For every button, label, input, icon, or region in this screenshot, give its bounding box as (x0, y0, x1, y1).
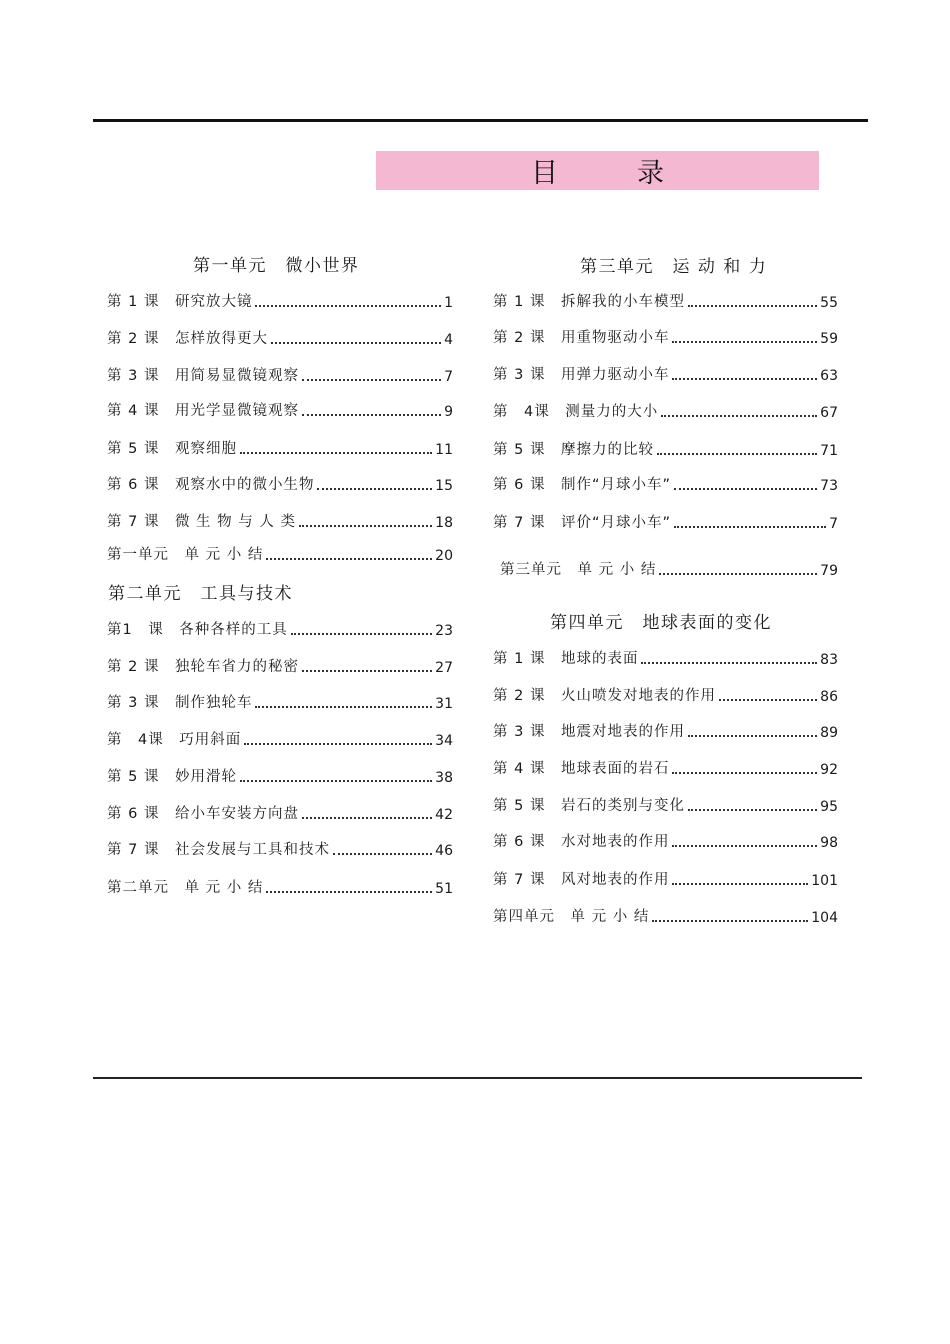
toc-entry-page: 101 (811, 873, 838, 889)
toc-entry-label: 第 2 课 火山喷发对地表的作用 (493, 688, 716, 704)
toc-entry-page: 1 (444, 295, 453, 311)
toc-entry-label: 第 5 课 摩擦力的比较 (493, 442, 654, 458)
toc-entry-page: 104 (811, 910, 838, 926)
toc-entry[interactable] (107, 438, 453, 458)
dot-leader (657, 453, 817, 455)
toc-entry-page: 46 (435, 843, 453, 859)
toc-entry-label: 第 7 课 风对地表的作用 (493, 872, 670, 888)
toc-entry-label: 第 4 课 地球表面的岩石 (493, 761, 670, 777)
dot-leader (317, 488, 432, 490)
toc-entry-label: 第 3 课 用弹力驱动小车 (493, 367, 670, 383)
toc-entry-label: 第 6 课 水对地表的作用 (493, 834, 670, 850)
toc-entry-label: 第 5 课 妙用滑轮 (107, 769, 237, 785)
top-rule (93, 119, 868, 122)
toc-entry-label: 第 4课 巧用斜面 (107, 732, 242, 748)
dot-leader (672, 341, 817, 343)
dot-leader (271, 342, 441, 344)
toc-entry-label: 第 2 课 独轮车省力的秘密 (107, 659, 299, 675)
toc-entry[interactable] (107, 291, 453, 311)
unit1-heading: 第一单元 微小世界 (193, 256, 360, 276)
dot-leader (672, 772, 817, 774)
toc-entry-label: 第 5 课 观察细胞 (107, 441, 237, 457)
toc-entry-label: 第 4 课 用光学显微镜观察 (107, 403, 299, 419)
toc-entry-page: 34 (435, 733, 453, 749)
dot-leader (244, 743, 432, 745)
dot-leader (652, 920, 808, 922)
unit3-heading: 第三单元 运 动 和 力 (580, 257, 768, 277)
toc-entry[interactable] (493, 795, 838, 815)
toc-entry-label: 第 4课 测量力的大小 (493, 404, 659, 420)
toc-entry[interactable] (493, 364, 838, 384)
toc-entry[interactable] (107, 474, 453, 494)
toc-entry-page: 51 (435, 881, 453, 897)
dot-leader (302, 670, 432, 672)
toc-entry-label: 第二单元 单 元 小 结 (107, 880, 264, 896)
toc-entry-label: 第 5 课 岩石的类别与变化 (493, 798, 685, 814)
toc-entry-page: 89 (820, 725, 838, 741)
toc-entry-page: 23 (435, 623, 453, 639)
toc-entry-page: 27 (435, 660, 453, 676)
toc-entry[interactable] (107, 511, 453, 531)
toc-entry[interactable] (107, 729, 453, 749)
toc-entry-page: 7 (444, 369, 453, 385)
toc-entry[interactable] (107, 766, 453, 786)
toc-entry[interactable] (493, 291, 838, 311)
dot-leader (266, 558, 432, 560)
toc-entry-label: 第1 课 各种各样的工具 (107, 622, 288, 638)
toc-entry-page: 7 (829, 516, 838, 532)
toc-entry-page: 71 (820, 443, 838, 459)
toc-entry[interactable] (493, 685, 838, 705)
toc-entry-page: 86 (820, 689, 838, 705)
toc-entry-page: 18 (435, 515, 453, 531)
toc-entry[interactable] (107, 544, 453, 564)
toc-entry-page: 4 (444, 332, 453, 348)
toc-entry[interactable] (493, 401, 838, 421)
toc-entry-page: 42 (435, 807, 453, 823)
toc-entry[interactable] (493, 512, 838, 532)
toc-entry-label: 第 3 课 地震对地表的作用 (493, 724, 685, 740)
dot-leader (672, 883, 808, 885)
toc-entry-page: 15 (435, 478, 453, 494)
toc-entry-page: 92 (820, 762, 838, 778)
toc-entry-label: 第 2 课 怎样放得更大 (107, 331, 268, 347)
bottom-rule (93, 1077, 862, 1079)
toc-entry-page: 55 (820, 295, 838, 311)
dot-leader (641, 662, 817, 664)
dot-leader (291, 633, 432, 635)
toc-entry[interactable] (493, 474, 838, 494)
dot-leader (255, 706, 432, 708)
toc-title-band (376, 151, 819, 190)
toc-entry[interactable] (107, 328, 453, 348)
toc-entry[interactable] (493, 721, 838, 741)
dot-leader (672, 378, 817, 380)
toc-entry[interactable] (493, 869, 838, 889)
dot-leader (674, 488, 817, 490)
toc-entry-label: 第 3 课 用简易显微镜观察 (107, 368, 299, 384)
dot-leader (688, 809, 817, 811)
toc-entry-page: 59 (820, 331, 838, 347)
dot-leader (255, 305, 441, 307)
toc-entry[interactable] (493, 758, 838, 778)
dot-leader (333, 853, 432, 855)
toc-entry-page: 95 (820, 799, 838, 815)
toc-entry-label: 第 1 课 地球的表面 (493, 651, 639, 667)
dot-leader (240, 452, 432, 454)
toc-title: 目 录 (531, 158, 690, 189)
toc-entry[interactable] (107, 619, 453, 639)
toc-entry[interactable] (493, 439, 838, 459)
toc-entry-label: 第三单元 单 元 小 结 (500, 562, 657, 578)
dot-leader (302, 817, 432, 819)
dot-leader (266, 891, 432, 893)
toc-entry[interactable] (493, 327, 838, 347)
toc-entry[interactable] (500, 559, 838, 579)
toc-entry-page: 9 (444, 404, 453, 420)
dot-leader (659, 573, 817, 575)
dot-leader (674, 526, 826, 528)
toc-entry-page: 98 (820, 835, 838, 851)
toc-entry-label: 第 1 课 研究放大镜 (107, 294, 253, 310)
dot-leader (661, 415, 817, 417)
toc-entry-label: 第 6 课 观察水中的微小生物 (107, 477, 315, 493)
unit4-heading: 第四单元 地球表面的变化 (550, 613, 772, 633)
toc-entry-page: 67 (820, 405, 838, 421)
dot-leader (688, 305, 817, 307)
toc-entry-page: 83 (820, 652, 838, 668)
toc-entry-page: 11 (435, 442, 453, 458)
toc-entry[interactable] (107, 803, 453, 823)
unit2-heading: 第二单元 工具与技术 (108, 584, 293, 604)
toc-entry-page: 63 (820, 368, 838, 384)
toc-entry-page: 73 (820, 478, 838, 494)
toc-entry-label: 第 7 课 评价“月球小车” (493, 515, 671, 531)
dot-leader (672, 845, 817, 847)
toc-entry-label: 第 2 课 用重物驱动小车 (493, 330, 670, 346)
dot-leader (688, 735, 817, 737)
toc-entry-label: 第 7 课 微 生 物 与 人 类 (107, 514, 296, 530)
toc-entry[interactable] (107, 656, 453, 676)
toc-entry-label: 第一单元 单 元 小 结 (107, 547, 264, 563)
toc-entry[interactable] (107, 839, 453, 859)
toc-entry[interactable] (107, 877, 453, 897)
toc-entry[interactable] (493, 831, 838, 851)
toc-entry[interactable] (107, 365, 453, 385)
toc-entry[interactable] (493, 906, 838, 926)
dot-leader (240, 780, 432, 782)
dot-leader (719, 699, 817, 701)
toc-entry[interactable] (493, 648, 838, 668)
toc-entry-page: 79 (820, 563, 838, 579)
toc-entry-page: 20 (435, 548, 453, 564)
dot-leader (302, 379, 441, 381)
toc-entry-label: 第 3 课 制作独轮车 (107, 695, 253, 711)
toc-entry-label: 第 1 课 拆解我的小车模型 (493, 294, 685, 310)
toc-entry-label: 第 7 课 社会发展与工具和技术 (107, 842, 330, 858)
toc-entry-label: 第 6 课 制作“月球小车” (493, 477, 671, 493)
dot-leader (299, 525, 432, 527)
toc-entry-page: 38 (435, 770, 453, 786)
toc-entry[interactable] (107, 400, 453, 420)
dot-leader (302, 414, 441, 416)
toc-entry-page: 31 (435, 696, 453, 712)
toc-entry[interactable] (107, 692, 453, 712)
toc-entry-label: 第四单元 单 元 小 结 (493, 909, 650, 925)
toc-entry-label: 第 6 课 给小车安装方向盘 (107, 806, 299, 822)
